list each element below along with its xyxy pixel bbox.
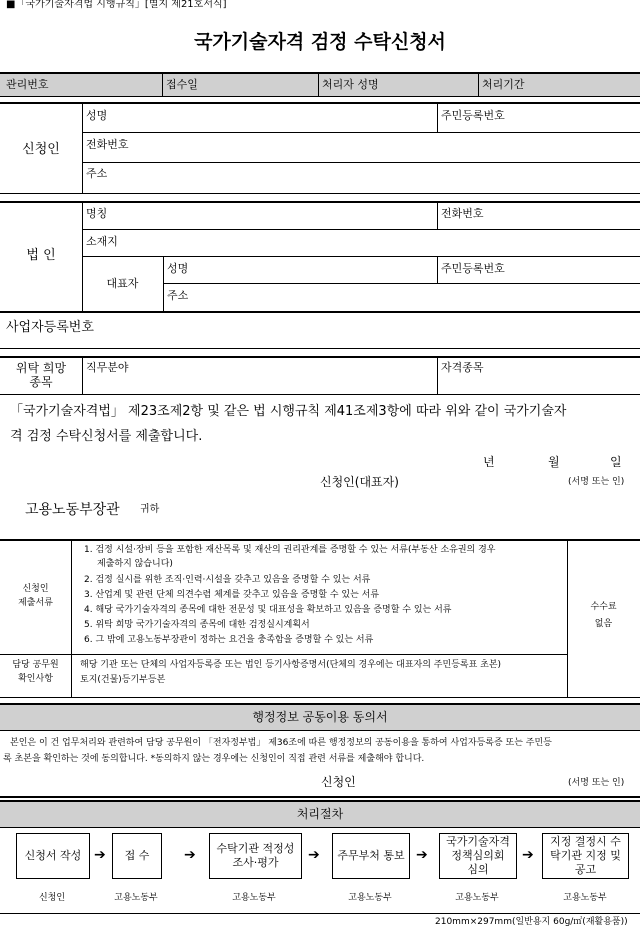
- statement-line2: 격 검정 수탁신청서를 제출합니다.: [10, 429, 203, 444]
- consent-title: 행정정보 공동이용 동의서: [252, 710, 388, 724]
- applicant-section-label: 신청인: [22, 142, 60, 157]
- step-receipt-box: 접 수: [112, 833, 162, 879]
- page-title: 국가기술자격 검정 수탁신청서: [194, 31, 446, 53]
- applicant-address-field[interactable]: 주소: [86, 167, 108, 180]
- corporation-location-field[interactable]: 소재지: [86, 235, 118, 248]
- applicant-phone-field[interactable]: 전화번호: [86, 138, 129, 151]
- official-check-label-line1: 담당 공무원: [12, 660, 59, 670]
- qualification-input[interactable]: 자격종목: [441, 361, 484, 374]
- step-actor-label: 고용노동부: [563, 893, 607, 903]
- step-actor-label: 고용노동부: [348, 893, 392, 903]
- job-field-input[interactable]: 직무분야: [86, 361, 129, 374]
- statement-line1: 「국가기술자격법」 제23조제2항 및 같은 법 시행규칙 제41조제3항에 따라 위와 같이 국가기술자: [10, 404, 567, 419]
- document-item: 1. 검정 시설·장비 등을 포함한 재산목록 및 재산의 권리관계를 증명할 수 있는 서류(부동산 소유권의 경우: [84, 545, 496, 555]
- document-item: 2. 검정 실시를 위한 조직·인력·시설을 갖추고 있음을 증명할 수 있는 서류: [84, 575, 371, 585]
- business-registration-field[interactable]: 사업자등록번호: [6, 320, 94, 335]
- corporation-name-field[interactable]: 명칭: [86, 207, 108, 220]
- document-item: 6. 그 밖에 고용노동부장관이 정하는 요건을 충족함을 증명할 수 있는 서류: [84, 635, 374, 645]
- step-designation-box: 지정 결정시 수 탁기관 지정 및 공고: [542, 833, 629, 879]
- addressee-suffix: 귀하: [140, 504, 160, 515]
- documents-label-line1: 신청인: [22, 584, 49, 594]
- arrow-right-icon: ➔: [308, 847, 320, 863]
- arrow-right-icon: ➔: [522, 847, 534, 863]
- applicant-resident-number-field[interactable]: 주민등록번호: [441, 109, 505, 122]
- document-item: 3. 산업계 및 관련 단체 의견수렴 체계를 갖추고 있음을 증명할 수 있는 서류: [84, 590, 380, 600]
- step-ministry-notice-box: 주무부처 통보: [332, 833, 410, 879]
- date-day-label: 일: [610, 455, 622, 469]
- date-year-label: 년: [483, 455, 495, 469]
- official-check-item: 해당 기관 또는 단체의 사업자등록증 또는 법인 등기사항증명서(단체의 경우에는 대표자의 주민등록표 초본): [80, 660, 502, 670]
- date-month-label: 월: [548, 455, 560, 469]
- document-item: 5. 위탁 희망 국가기술자격의 종목에 대한 검정실시계획서: [84, 620, 310, 630]
- consent-signer-label: 신청인: [321, 775, 356, 789]
- step-actor-label: 고용노동부: [114, 893, 158, 903]
- paper-spec-footer: 210mm×297mm(일반용지 60g/㎡(재활용품)): [435, 917, 628, 927]
- representative-label: 대표자: [106, 277, 139, 290]
- step-actor-label: 신청인: [38, 893, 66, 903]
- step-evaluation-box: 수탁기관 적정성 조사·평가: [209, 833, 302, 879]
- receipt-date-label: 접수일: [166, 78, 198, 91]
- consent-sign-note: (서명 또는 인): [568, 778, 625, 788]
- fee-label: 수수료: [590, 602, 617, 612]
- official-check-item: 토지(건물)등기부등본: [80, 675, 166, 685]
- representative-resident-number-field[interactable]: 주민등록번호: [441, 262, 505, 275]
- applicant-name-field[interactable]: 성명: [86, 109, 108, 122]
- consent-line2: 록 초본을 확인하는 것에 동의합니다. *동의하지 않는 경우에는 신청인이 직접 관련 서류를 제출해야 합니다.: [3, 754, 425, 764]
- arrow-right-icon: ➔: [184, 847, 196, 863]
- step-actor-label: 고용노동부: [455, 893, 499, 903]
- documents-label-line2: 제출서류: [18, 598, 53, 608]
- corporation-phone-field[interactable]: 전화번호: [441, 207, 484, 220]
- consent-line1: 본인은 이 건 업무처리와 관련하여 담당 공무원이 「전자정부법」 제36조에 따른 행정정보의 공동이용을 통하여 사업자등록증 또는 주민등: [10, 738, 552, 748]
- legal-basis: ■「국가기술자격법 시행규칙」[별지 제21호서식]: [6, 0, 227, 10]
- document-item: 제출하지 않습니다): [97, 559, 173, 569]
- corporation-section-label: 법 인: [26, 248, 56, 263]
- representative-name-field[interactable]: 성명: [167, 262, 189, 275]
- desired-section-label-line2: 종목: [29, 375, 53, 389]
- step-application-box: 신청서 작성: [16, 833, 90, 879]
- desired-section-label-line1: 위탁 희망: [15, 361, 67, 375]
- management-number-label: 관리번호: [6, 78, 49, 91]
- processing-period-label: 처리기간: [482, 78, 525, 91]
- signer-label: 신청인(대표자): [320, 475, 399, 489]
- document-item: 4. 해당 국가기술자격의 종목에 대한 전문성 및 대표성을 확보하고 있음을 증명할 수 있는 서류: [84, 605, 452, 615]
- office-use-row: [0, 73, 640, 96]
- arrow-right-icon: ➔: [416, 847, 428, 863]
- step-actor-label: 고용노동부: [232, 893, 276, 903]
- arrow-right-icon: ➔: [94, 847, 106, 863]
- processor-name-label: 처리자 성명: [322, 78, 379, 91]
- representative-address-field[interactable]: 주소: [167, 289, 189, 302]
- procedure-title: 처리절차: [296, 807, 344, 821]
- addressee: 고용노동부장관: [25, 502, 120, 518]
- fee-value: 없음: [594, 619, 613, 629]
- sign-note: (서명 또는 인): [568, 477, 625, 487]
- official-check-label-line2: 확인사항: [18, 674, 53, 684]
- step-council-review-box: 국가기술자격 정책심의회 심의: [439, 833, 517, 879]
